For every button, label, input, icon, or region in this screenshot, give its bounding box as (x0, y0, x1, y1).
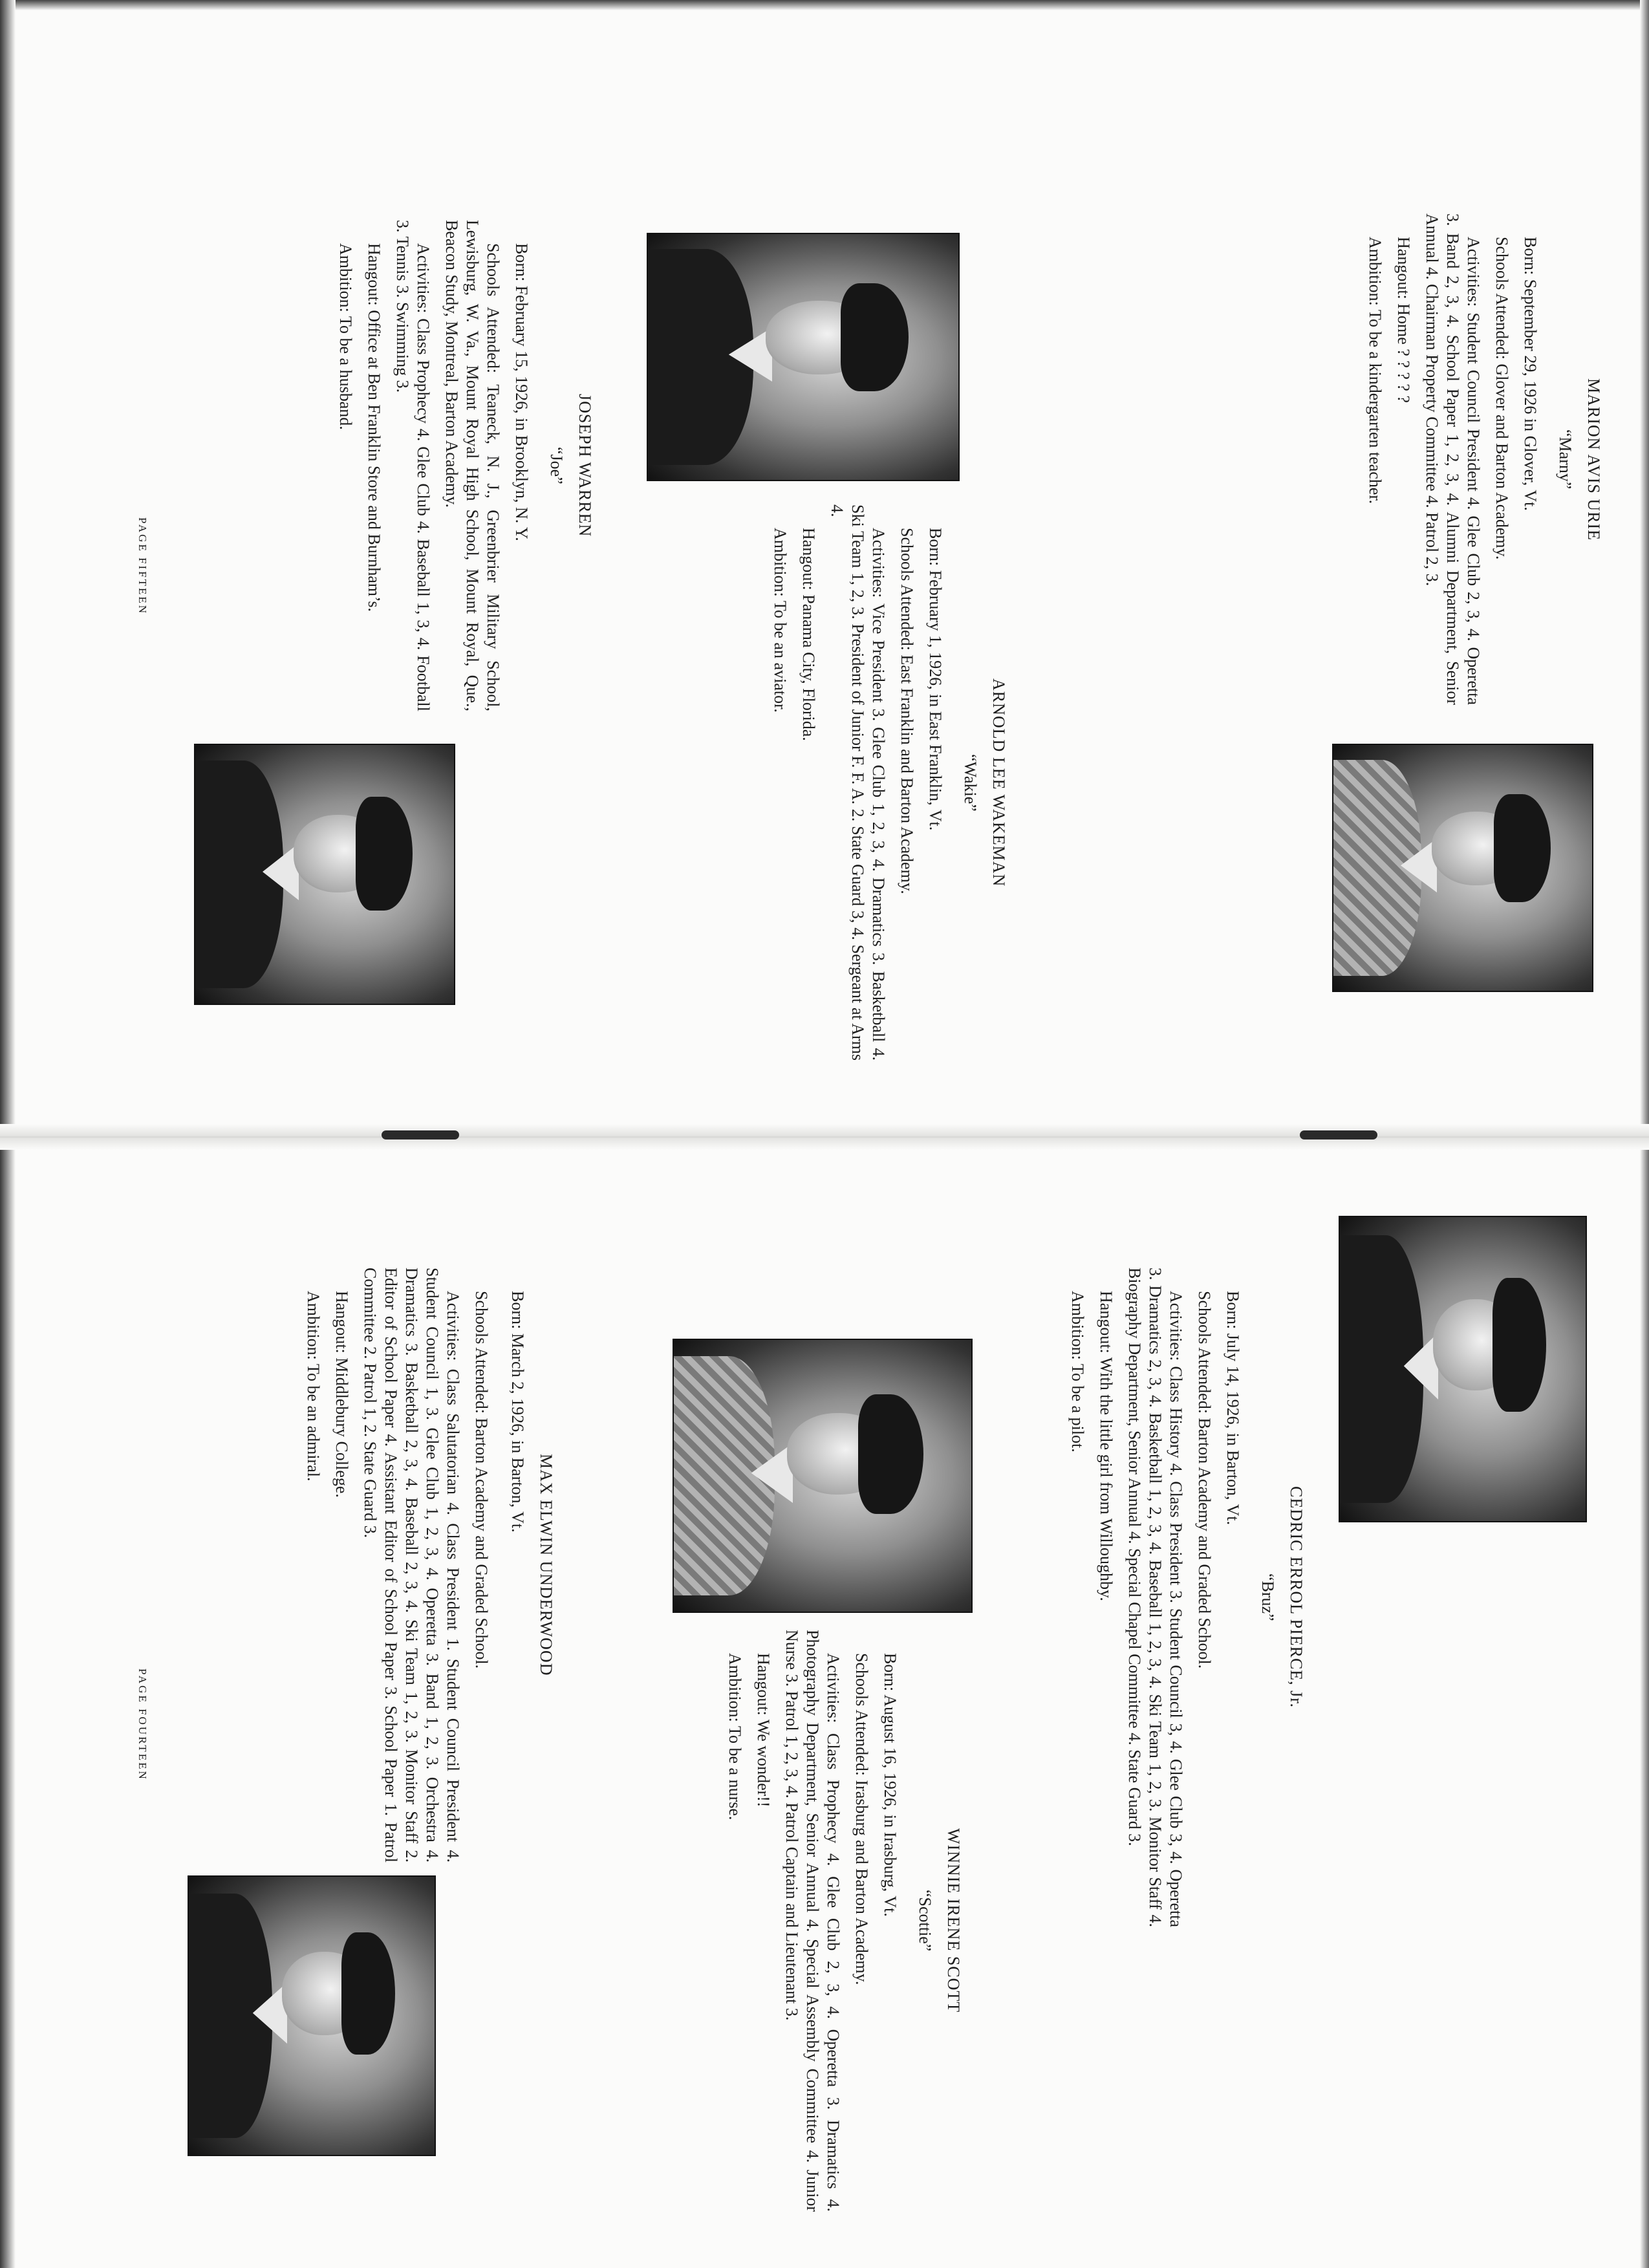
student-born: Born: August 16, 1926, in Irasburg, Vt. (881, 1653, 900, 1917)
page-top-edge (0, 0, 1649, 10)
student-schools: Schools Attended: Barton Academy and Graded School. (1195, 1291, 1214, 1669)
student-hangout: Hangout: Office at Ben Franklin Store and Burnham’s. (365, 243, 383, 612)
entry-underwood (194, 1268, 556, 1863)
student-activities: Activities: Class Salutatorian 4. Class President 1. Student Council President 4. Student Council 1, 3. Glee Club 1, 2, 3, 4. Operetta 3. Band 1, 2, 3. Orchestra 4. Dramatics 3. Basketball 2, 3, 4. Baseball 2, 3, 4. Ski Team 1, 2, 3. Monitor Staff 2. Editor of School Paper 4. Assistant Editor of School Paper 3. School Paper 1. Patrol Committee 2. Patrol 1, 2. State Guard 3. (361, 1268, 462, 1863)
student-hangout: Hangout: Middlebury College. (332, 1291, 351, 1498)
student-name: CEDRIC ERROL PIERCE, Jr. (1287, 1486, 1306, 1709)
student-name: WINNIE IRENE SCOTT (944, 1828, 963, 2013)
portrait-photo-underwood (188, 1875, 436, 2156)
student-nickname: “Marny” (1556, 429, 1575, 490)
student-born: Born: March 2, 1926, in Barton, Vt. (508, 1291, 527, 1533)
student-hangout: Hangout: We wonder!! (754, 1653, 773, 1808)
student-activities: Activities: Vice President 3. Glee Club 1, 2, 3, 4. Dramatics 3. Basketball 4. Ski Team 1, 2, 3. President of Junior F. F. A. 2. State Guard 3, 4. Sergeant at Arms 4. (828, 504, 888, 1061)
portrait-photo-scott (673, 1339, 973, 1613)
student-activities: Activities: Student Council President 4. Glee Club 2, 3, 4. Operetta 3. Band 2, 3, 4. School Paper 1, 2, 3, 4. Alumni Department, Senior Annual 4. Chairman Property Committee 4. Patrol 2, 3. (1423, 213, 1483, 705)
staple-left (382, 1130, 459, 1139)
student-born: Born: July 14, 1926, in Barton, Vt. (1223, 1291, 1242, 1526)
student-nickname: “Scottie” (916, 1890, 934, 1952)
student-ambition: Ambition: To be a pilot. (1068, 1291, 1087, 1453)
page-number-fifteen: PAGE FIFTEEN (136, 517, 149, 616)
student-nickname: “Joe” (547, 447, 566, 484)
student-nickname: “Bruz” (1258, 1573, 1277, 1621)
entry-wakeman (647, 504, 1009, 1061)
student-activities: Activities: Class Prophecy 4. Glee Club 4. Baseball 1, 3, 4. Football 3. Tennis 3. Swimming 3. (393, 220, 433, 711)
student-ambition: Ambition: To be a kindergarten teacher. (1366, 237, 1385, 504)
student-schools: Schools Attended: Teaneck, N. J., Greenbrier Military School, Lewisburg, W. Va., Mount Royal High School, Mount Royal, Que., Beacon Study, Montreal, Barton Academy. (442, 220, 502, 711)
student-name: ARNOLD LEE WAKEMAN (989, 678, 1008, 887)
student-activities: Activities: Class History 4. Class President 3. Student Council 3, 4. Glee Club 3, 4. Operetta 3. Dramatics 2, 3, 4. Basketball 1, 2, 3, 4. Baseball 1, 2, 3, 4. Ski Team 1, 2, 3. Monitor Staff 4. Biography Department, Senior Annual 4. Special Chapel Committee 4. State Guard 3. (1125, 1268, 1185, 1927)
student-name: MARION AVIS URIE (1584, 378, 1603, 541)
student-name: JOSEPH WARREN (576, 394, 594, 537)
student-born: Born: February 15, 1926, in Brooklyn, N. Y. (512, 243, 531, 541)
student-hangout: Hangout: Panama City, Florida. (799, 528, 818, 741)
page-number-fourteen: PAGE FOURTEEN (136, 1669, 149, 1781)
entry-warren (181, 220, 595, 711)
student-schools: Schools Attended: Irasburg and Barton Academy. (852, 1653, 871, 1985)
student-ambition: Ambition: To be a nurse. (726, 1653, 744, 1820)
student-born: Born: September 29, 1926 in Glover, Vt. (1521, 237, 1540, 511)
student-schools: Schools Attended: East Franklin and Barton Academy. (898, 528, 916, 894)
student-nickname: “Wakie” (961, 753, 980, 812)
student-ambition: Ambition: To be an aviator. (771, 528, 790, 713)
portrait-photo-pierce (1339, 1216, 1587, 1522)
student-hangout: Hangout: With the little girl from Willoughby. (1097, 1291, 1116, 1601)
entry-pierce (944, 1268, 1306, 1927)
student-hangout: Hangout: Home ? ? ? ? ? (1394, 237, 1413, 404)
portrait-photo-warren (194, 744, 455, 1005)
student-name: MAX ELWIN UNDERWOOD (537, 1454, 555, 1676)
student-ambition: Ambition: To be an admiral. (304, 1291, 323, 1482)
entry-scott (601, 1630, 964, 2212)
staple-right (1300, 1130, 1377, 1139)
portrait-photo-urie (1332, 744, 1593, 992)
student-schools: Schools Attended: Glover and Barton Academy. (1493, 237, 1511, 560)
entry-urie (1125, 213, 1604, 705)
student-born: Born: February 1, 1926, in East Franklin, Vt. (926, 528, 945, 831)
portrait-photo-wakeman (647, 233, 960, 481)
center-fold (0, 1124, 1649, 1150)
student-activities: Activities: Class Prophecy 4. Glee Club 2, 3, 4. Operetta 3. Dramatics 4. Photography Department, Senior Annual 4. Special Assembly Committee 4. Junior Nurse 3. Patrol 1, 2, 3, 4. Patrol Captain and Lieutenant 3. (782, 1630, 843, 2212)
student-schools: Schools Attended: Barton Academy and Graded School. (472, 1291, 491, 1669)
student-ambition: Ambition: To be a husband. (336, 243, 355, 430)
